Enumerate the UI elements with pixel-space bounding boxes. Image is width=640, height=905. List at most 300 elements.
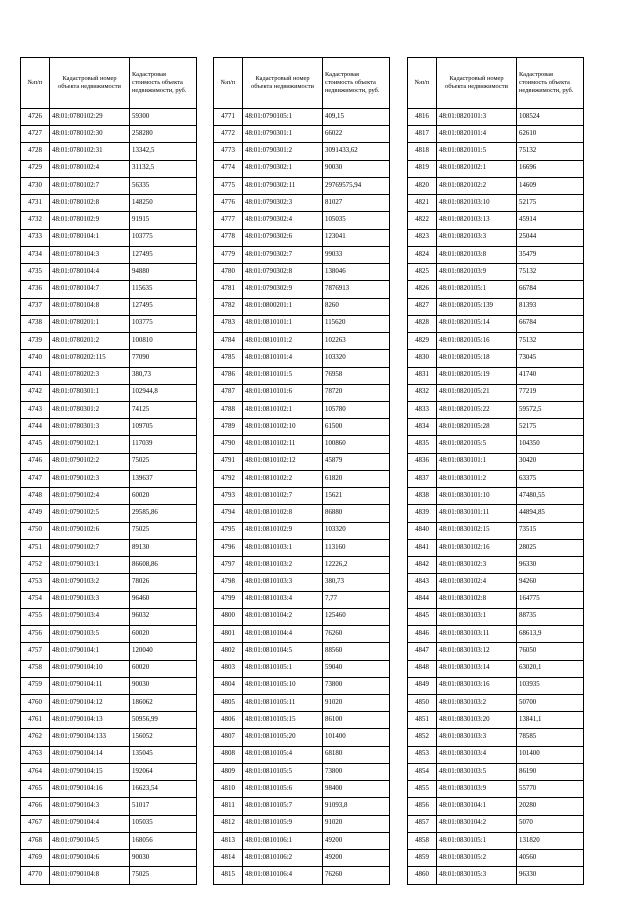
row-number-cell: 4829 xyxy=(408,333,437,350)
header-cadastral-cost: Кадастровая стоимость объекта недвижимости, руб. xyxy=(323,58,390,109)
table-row xyxy=(214,850,390,867)
row-number-cell: 4754 xyxy=(21,591,50,608)
row-number-cell: 4748 xyxy=(21,488,50,505)
cadastral-cost-cell: 380,73 xyxy=(323,574,390,591)
cadastral-cost-cell: 105035 xyxy=(323,212,390,229)
header-cadastral-cost: Кадастровая стоимость объекта недвижимости, руб. xyxy=(517,58,584,109)
row-number-cell: 4834 xyxy=(408,419,437,436)
table-row xyxy=(21,488,197,505)
cadastral-cost-cell: 56335 xyxy=(130,177,197,194)
table-row xyxy=(214,694,390,711)
table-row xyxy=(21,350,197,367)
row-number-cell: 4847 xyxy=(408,643,437,660)
cadastral-cost-cell: 75132 xyxy=(517,333,584,350)
table-row xyxy=(214,264,390,281)
row-number-cell: 4749 xyxy=(21,505,50,522)
table-row xyxy=(408,557,584,574)
row-number-cell: 4780 xyxy=(214,264,243,281)
cadastral-number-cell: 48:01:0790103:5 xyxy=(50,626,130,643)
row-number-cell: 4776 xyxy=(214,195,243,212)
cadastral-number-cell: 48:01:0810105:4 xyxy=(243,746,323,763)
cadastral-cost-cell: 186062 xyxy=(130,694,197,711)
cadastral-cost-cell: 61500 xyxy=(323,419,390,436)
row-number-cell: 4787 xyxy=(214,384,243,401)
cadastral-number-cell: 48:01:0820101:3 xyxy=(437,109,517,126)
cadastral-number-cell: 48:01:0830103:2 xyxy=(437,694,517,711)
row-number-cell: 4750 xyxy=(21,522,50,539)
cadastral-number-cell: 48:01:0790302:1 xyxy=(243,160,323,177)
row-number-cell: 4809 xyxy=(214,763,243,780)
table-row xyxy=(21,470,197,487)
cadastral-number-cell: 48:01:0790104:6 xyxy=(50,850,130,867)
cadastral-number-cell: 48:01:0810102:8 xyxy=(243,505,323,522)
row-number-cell: 4819 xyxy=(408,160,437,177)
table-row xyxy=(21,557,197,574)
cadastral-number-cell: 48:01:0810102:9 xyxy=(243,522,323,539)
cadastral-cost-cell: 104350 xyxy=(517,436,584,453)
row-number-cell: 4810 xyxy=(214,781,243,798)
cadastral-number-cell: 48:01:0820103:3 xyxy=(437,229,517,246)
table-row xyxy=(214,160,390,177)
table-row xyxy=(21,229,197,246)
cadastral-cost-cell: 76260 xyxy=(323,867,390,884)
table-row xyxy=(214,488,390,505)
cadastral-number-cell: 48:01:0780102:30 xyxy=(50,126,130,143)
cadastral-cost-cell: 113160 xyxy=(323,539,390,556)
table-row xyxy=(21,626,197,643)
cadastral-cost-cell: 77090 xyxy=(130,350,197,367)
table-row xyxy=(408,384,584,401)
table-row xyxy=(214,522,390,539)
header-cadastral-number: Кадастровый номер объекта недвижимости xyxy=(50,58,130,109)
cadastral-number-cell: 48:01:0810103:2 xyxy=(243,557,323,574)
cadastral-cost-cell: 60020 xyxy=(130,488,197,505)
cadastral-cost-cell: 94880 xyxy=(130,264,197,281)
cadastral-cost-cell: 192064 xyxy=(130,763,197,780)
row-number-cell: 4731 xyxy=(21,195,50,212)
table-row xyxy=(21,763,197,780)
cadastral-number-cell: 48:01:0780301:2 xyxy=(50,401,130,418)
header-cadastral-cost: Кадастровая стоимость объекта недвижимости, руб. xyxy=(130,58,197,109)
cadastral-number-cell: 48:01:0790102:6 xyxy=(50,522,130,539)
table-row xyxy=(408,539,584,556)
cadastral-number-cell: 48:01:0790302:6 xyxy=(243,229,323,246)
cadastral-number-cell: 48:01:0830103:1 xyxy=(437,608,517,625)
cadastral-cost-cell: 86608,86 xyxy=(130,557,197,574)
table-row xyxy=(21,384,197,401)
cadastral-number-cell: 48:01:0790104:8 xyxy=(50,867,130,884)
cadastral-cost-cell: 156052 xyxy=(130,729,197,746)
row-number-cell: 4804 xyxy=(214,677,243,694)
cadastral-number-cell: 48:01:0810102:11 xyxy=(243,436,323,453)
table-row xyxy=(214,677,390,694)
row-number-cell: 4830 xyxy=(408,350,437,367)
row-number-cell: 4735 xyxy=(21,264,50,281)
cadastral-cost-cell: 409,15 xyxy=(323,109,390,126)
cadastral-number-cell: 48:01:0820105:28 xyxy=(437,419,517,436)
cadastral-table-1 xyxy=(20,57,197,885)
cadastral-number-cell: 48:01:0830102:4 xyxy=(437,574,517,591)
cadastral-cost-cell: 3091433,62 xyxy=(323,143,390,160)
cadastral-cost-cell: 123041 xyxy=(323,229,390,246)
cadastral-cost-cell: 103775 xyxy=(130,315,197,332)
cadastral-number-cell: 48:01:0830102:3 xyxy=(437,557,517,574)
row-number-cell: 4840 xyxy=(408,522,437,539)
cadastral-cost-cell: 73515 xyxy=(517,522,584,539)
cadastral-cost-cell: 96460 xyxy=(130,591,197,608)
table-row xyxy=(21,453,197,470)
row-number-cell: 4742 xyxy=(21,384,50,401)
cadastral-cost-cell: 86880 xyxy=(323,505,390,522)
cadastral-cost-cell: 75025 xyxy=(130,867,197,884)
cadastral-number-cell: 48:01:0790103:4 xyxy=(50,608,130,625)
cadastral-number-cell: 48:01:0790301:1 xyxy=(243,126,323,143)
cadastral-cost-cell: 12226,2 xyxy=(323,557,390,574)
row-number-cell: 4782 xyxy=(214,298,243,315)
row-number-cell: 4817 xyxy=(408,126,437,143)
cadastral-cost-cell: 35479 xyxy=(517,246,584,263)
cadastral-number-cell: 48:01:0790103:1 xyxy=(50,557,130,574)
cadastral-number-cell: 48:01:0790105:1 xyxy=(243,109,323,126)
table-row xyxy=(21,746,197,763)
row-number-cell: 4838 xyxy=(408,488,437,505)
cadastral-number-cell: 48:01:0820105:18 xyxy=(437,350,517,367)
cadastral-number-cell: 48:01:0790104:11 xyxy=(50,677,130,694)
cadastral-cost-cell: 51017 xyxy=(130,798,197,815)
row-number-cell: 4788 xyxy=(214,401,243,418)
table-row xyxy=(408,401,584,418)
cadastral-cost-cell: 20280 xyxy=(517,798,584,815)
table-row xyxy=(214,109,390,126)
table-row xyxy=(408,712,584,729)
row-number-cell: 4745 xyxy=(21,436,50,453)
cadastral-number-cell: 48:01:0790104:10 xyxy=(50,660,130,677)
row-number-cell: 4777 xyxy=(214,212,243,229)
cadastral-cost-cell: 52175 xyxy=(517,195,584,212)
row-number-cell: 4751 xyxy=(21,539,50,556)
table-row xyxy=(214,763,390,780)
cadastral-number-cell: 48:01:0780104:3 xyxy=(50,246,130,263)
cadastral-cost-cell: 91093,8 xyxy=(323,798,390,815)
cadastral-cost-cell: 94260 xyxy=(517,574,584,591)
cadastral-number-cell: 48:01:0830101:11 xyxy=(437,505,517,522)
cadastral-cost-cell: 90030 xyxy=(130,677,197,694)
row-number-cell: 4854 xyxy=(408,763,437,780)
table-row xyxy=(21,643,197,660)
cadastral-cost-cell: 102944,8 xyxy=(130,384,197,401)
cadastral-cost-cell: 127495 xyxy=(130,246,197,263)
cadastral-number-cell: 48:01:0810105:7 xyxy=(243,798,323,815)
cadastral-number-cell: 48:01:0810105:20 xyxy=(243,729,323,746)
table-row xyxy=(21,367,197,384)
cadastral-cost-cell: 81393 xyxy=(517,298,584,315)
cadastral-number-cell: 48:01:0780102:9 xyxy=(50,212,130,229)
cadastral-cost-cell: 91915 xyxy=(130,212,197,229)
table-row xyxy=(214,729,390,746)
row-number-cell: 4858 xyxy=(408,832,437,849)
table-row xyxy=(214,815,390,832)
cadastral-number-cell: 48:01:0810101:6 xyxy=(243,384,323,401)
cadastral-number-cell: 48:01:0790104:13 xyxy=(50,712,130,729)
cadastral-cost-cell: 8260 xyxy=(323,298,390,315)
table-row xyxy=(214,591,390,608)
table-row xyxy=(214,746,390,763)
table-row xyxy=(408,109,584,126)
table-row xyxy=(408,419,584,436)
row-number-cell: 4802 xyxy=(214,643,243,660)
cadastral-number-cell: 48:01:0790302:8 xyxy=(243,264,323,281)
row-number-cell: 4842 xyxy=(408,557,437,574)
table-row xyxy=(408,832,584,849)
row-number-cell: 4798 xyxy=(214,574,243,591)
cadastral-number-cell: 48:01:0810101:1 xyxy=(243,315,323,332)
table-row xyxy=(214,315,390,332)
row-number-cell: 4785 xyxy=(214,350,243,367)
row-number-cell: 4772 xyxy=(214,126,243,143)
row-number-cell: 4827 xyxy=(408,298,437,315)
row-number-cell: 4767 xyxy=(21,815,50,832)
row-number-cell: 4766 xyxy=(21,798,50,815)
table-row xyxy=(21,608,197,625)
row-number-cell: 4773 xyxy=(214,143,243,160)
row-number-cell: 4728 xyxy=(21,143,50,160)
cadastral-cost-cell: 115635 xyxy=(130,281,197,298)
table-row xyxy=(21,419,197,436)
table-row xyxy=(408,453,584,470)
table-row xyxy=(408,781,584,798)
cadastral-number-cell: 48:01:0780202:115 xyxy=(50,350,130,367)
table-row xyxy=(21,264,197,281)
cadastral-number-cell: 48:01:0820102:2 xyxy=(437,177,517,194)
row-number-cell: 4779 xyxy=(214,246,243,263)
cadastral-number-cell: 48:01:0790104:1 xyxy=(50,643,130,660)
cadastral-number-cell: 48:01:0810106:1 xyxy=(243,832,323,849)
table-row xyxy=(408,591,584,608)
cadastral-number-cell: 48:01:0820103:10 xyxy=(437,195,517,212)
cadastral-cost-cell: 60020 xyxy=(130,660,197,677)
row-number-cell: 4807 xyxy=(214,729,243,746)
table-row xyxy=(21,712,197,729)
row-number-cell: 4793 xyxy=(214,488,243,505)
table-row xyxy=(21,694,197,711)
table-row xyxy=(214,195,390,212)
table-row xyxy=(408,264,584,281)
cadastral-cost-cell: 68180 xyxy=(323,746,390,763)
cadastral-number-cell: 48:01:0830105:3 xyxy=(437,867,517,884)
row-number-cell: 4812 xyxy=(214,815,243,832)
table-row xyxy=(214,557,390,574)
cadastral-cost-cell: 258280 xyxy=(130,126,197,143)
table-row xyxy=(21,281,197,298)
cadastral-number-cell: 48:01:0810103:3 xyxy=(243,574,323,591)
table-row xyxy=(21,298,197,315)
cadastral-cost-cell: 131820 xyxy=(517,832,584,849)
cadastral-cost-cell: 380,73 xyxy=(130,367,197,384)
row-number-cell: 4759 xyxy=(21,677,50,694)
cadastral-number-cell: 48:01:0820105:21 xyxy=(437,384,517,401)
cadastral-number-cell: 48:01:0830105:2 xyxy=(437,850,517,867)
table-row xyxy=(21,436,197,453)
cadastral-number-cell: 48:01:0830101:10 xyxy=(437,488,517,505)
row-number-cell: 4747 xyxy=(21,470,50,487)
cadastral-cost-cell: 91020 xyxy=(323,694,390,711)
cadastral-number-cell: 48:01:0800201:1 xyxy=(243,298,323,315)
table-row xyxy=(21,212,197,229)
row-number-cell: 4831 xyxy=(408,367,437,384)
cadastral-number-cell: 48:01:0810101:5 xyxy=(243,367,323,384)
header-number: №п/п xyxy=(408,58,437,109)
cadastral-number-cell: 48:01:0790103:2 xyxy=(50,574,130,591)
cadastral-number-cell: 48:01:0810105:6 xyxy=(243,781,323,798)
table-row xyxy=(21,591,197,608)
table-row xyxy=(408,694,584,711)
table-row xyxy=(408,143,584,160)
cadastral-number-cell: 48:01:0810102:2 xyxy=(243,470,323,487)
cadastral-number-cell: 48:01:0820105:139 xyxy=(437,298,517,315)
cadastral-cost-cell: 28025 xyxy=(517,539,584,556)
row-number-cell: 4741 xyxy=(21,367,50,384)
cadastral-cost-cell: 45879 xyxy=(323,453,390,470)
row-number-cell: 4784 xyxy=(214,333,243,350)
row-number-cell: 4825 xyxy=(408,264,437,281)
cadastral-cost-cell: 73800 xyxy=(323,763,390,780)
cadastral-cost-cell: 68613,9 xyxy=(517,626,584,643)
cadastral-cost-cell: 29769575,94 xyxy=(323,177,390,194)
table-row xyxy=(21,539,197,556)
cadastral-cost-cell: 77219 xyxy=(517,384,584,401)
table-row xyxy=(214,781,390,798)
table-row xyxy=(21,729,197,746)
table-row xyxy=(214,229,390,246)
cadastral-cost-cell: 89130 xyxy=(130,539,197,556)
cadastral-cost-cell: 90030 xyxy=(130,850,197,867)
cadastral-cost-cell: 103775 xyxy=(130,229,197,246)
cadastral-number-cell: 48:01:0810103:4 xyxy=(243,591,323,608)
row-number-cell: 4783 xyxy=(214,315,243,332)
row-number-cell: 4813 xyxy=(214,832,243,849)
cadastral-number-cell: 48:01:0790103:3 xyxy=(50,591,130,608)
table-row xyxy=(214,384,390,401)
cadastral-number-cell: 48:01:0820105:19 xyxy=(437,367,517,384)
cadastral-number-cell: 48:01:0780104:4 xyxy=(50,264,130,281)
cadastral-number-cell: 48:01:0820103:9 xyxy=(437,264,517,281)
cadastral-number-cell: 48:01:0780201:2 xyxy=(50,333,130,350)
row-number-cell: 4733 xyxy=(21,229,50,246)
cadastral-number-cell: 48:01:0790302:11 xyxy=(243,177,323,194)
cadastral-cost-cell: 96330 xyxy=(517,867,584,884)
table-row xyxy=(214,126,390,143)
table-row xyxy=(21,333,197,350)
cadastral-cost-cell: 66022 xyxy=(323,126,390,143)
cadastral-cost-cell: 78720 xyxy=(323,384,390,401)
row-number-cell: 4738 xyxy=(21,315,50,332)
cadastral-number-cell: 48:01:0780104:7 xyxy=(50,281,130,298)
row-number-cell: 4848 xyxy=(408,660,437,677)
table-row xyxy=(408,160,584,177)
row-number-cell: 4795 xyxy=(214,522,243,539)
table-row xyxy=(408,333,584,350)
row-number-cell: 4730 xyxy=(21,177,50,194)
cadastral-cost-cell: 25044 xyxy=(517,229,584,246)
row-number-cell: 4769 xyxy=(21,850,50,867)
cadastral-cost-cell: 96330 xyxy=(517,557,584,574)
table-row xyxy=(214,608,390,625)
cadastral-cost-cell: 86190 xyxy=(517,763,584,780)
cadastral-cost-cell: 148250 xyxy=(130,195,197,212)
cadastral-number-cell: 48:01:0790102:5 xyxy=(50,505,130,522)
cadastral-cost-cell: 81027 xyxy=(323,195,390,212)
cadastral-cost-cell: 101400 xyxy=(323,729,390,746)
table-row xyxy=(21,126,197,143)
cadastral-number-cell: 48:01:0790104:3 xyxy=(50,798,130,815)
table-row xyxy=(21,781,197,798)
cadastral-number-cell: 48:01:0830101:1 xyxy=(437,453,517,470)
row-number-cell: 4752 xyxy=(21,557,50,574)
cadastral-table-3 xyxy=(407,57,584,885)
cadastral-cost-cell: 73800 xyxy=(323,677,390,694)
table-row xyxy=(214,143,390,160)
row-number-cell: 4808 xyxy=(214,746,243,763)
row-number-cell: 4839 xyxy=(408,505,437,522)
table-row xyxy=(408,436,584,453)
row-number-cell: 4843 xyxy=(408,574,437,591)
cadastral-cost-cell: 99033 xyxy=(323,246,390,263)
cadastral-number-cell: 48:01:0810104:4 xyxy=(243,626,323,643)
cadastral-number-cell: 48:01:0780301:1 xyxy=(50,384,130,401)
table-row xyxy=(408,195,584,212)
header-cadastral-number: Кадастровый номер объекта недвижимости xyxy=(437,58,517,109)
row-number-cell: 4774 xyxy=(214,160,243,177)
row-number-cell: 4860 xyxy=(408,867,437,884)
cadastral-cost-cell: 59040 xyxy=(323,660,390,677)
row-number-cell: 4753 xyxy=(21,574,50,591)
cadastral-cost-cell: 74125 xyxy=(130,401,197,418)
cadastral-number-cell: 48:01:0790302:9 xyxy=(243,281,323,298)
table-row xyxy=(408,229,584,246)
table-row xyxy=(21,574,197,591)
header-cadastral-number: Кадастровый номер объекта недвижимости xyxy=(243,58,323,109)
table-row xyxy=(214,350,390,367)
table-row xyxy=(214,867,390,884)
cadastral-number-cell: 48:01:0830105:1 xyxy=(437,832,517,849)
row-number-cell: 4768 xyxy=(21,832,50,849)
row-number-cell: 4761 xyxy=(21,712,50,729)
row-number-cell: 4857 xyxy=(408,815,437,832)
row-number-cell: 4820 xyxy=(408,177,437,194)
cadastral-number-cell: 48:01:0820105:1 xyxy=(437,281,517,298)
cadastral-cost-cell: 61820 xyxy=(323,470,390,487)
table-row xyxy=(408,763,584,780)
cadastral-number-cell: 48:01:0810101:2 xyxy=(243,333,323,350)
row-number-cell: 4799 xyxy=(214,591,243,608)
cadastral-cost-cell: 90030 xyxy=(323,160,390,177)
cadastral-cost-cell: 164775 xyxy=(517,591,584,608)
table-row xyxy=(21,401,197,418)
cadastral-number-cell: 48:01:0820102:1 xyxy=(437,160,517,177)
cadastral-cost-cell: 78585 xyxy=(517,729,584,746)
cadastral-table-2 xyxy=(213,57,390,885)
cadastral-cost-cell: 86100 xyxy=(323,712,390,729)
cadastral-cost-cell: 14609 xyxy=(517,177,584,194)
cadastral-number-cell: 48:01:0810102:12 xyxy=(243,453,323,470)
table-row xyxy=(214,453,390,470)
cadastral-cost-cell: 76958 xyxy=(323,367,390,384)
cadastral-number-cell: 48:01:0790302:4 xyxy=(243,212,323,229)
table-row xyxy=(21,815,197,832)
cadastral-cost-cell: 100810 xyxy=(130,333,197,350)
row-number-cell: 4836 xyxy=(408,453,437,470)
cadastral-cost-cell: 50700 xyxy=(517,694,584,711)
